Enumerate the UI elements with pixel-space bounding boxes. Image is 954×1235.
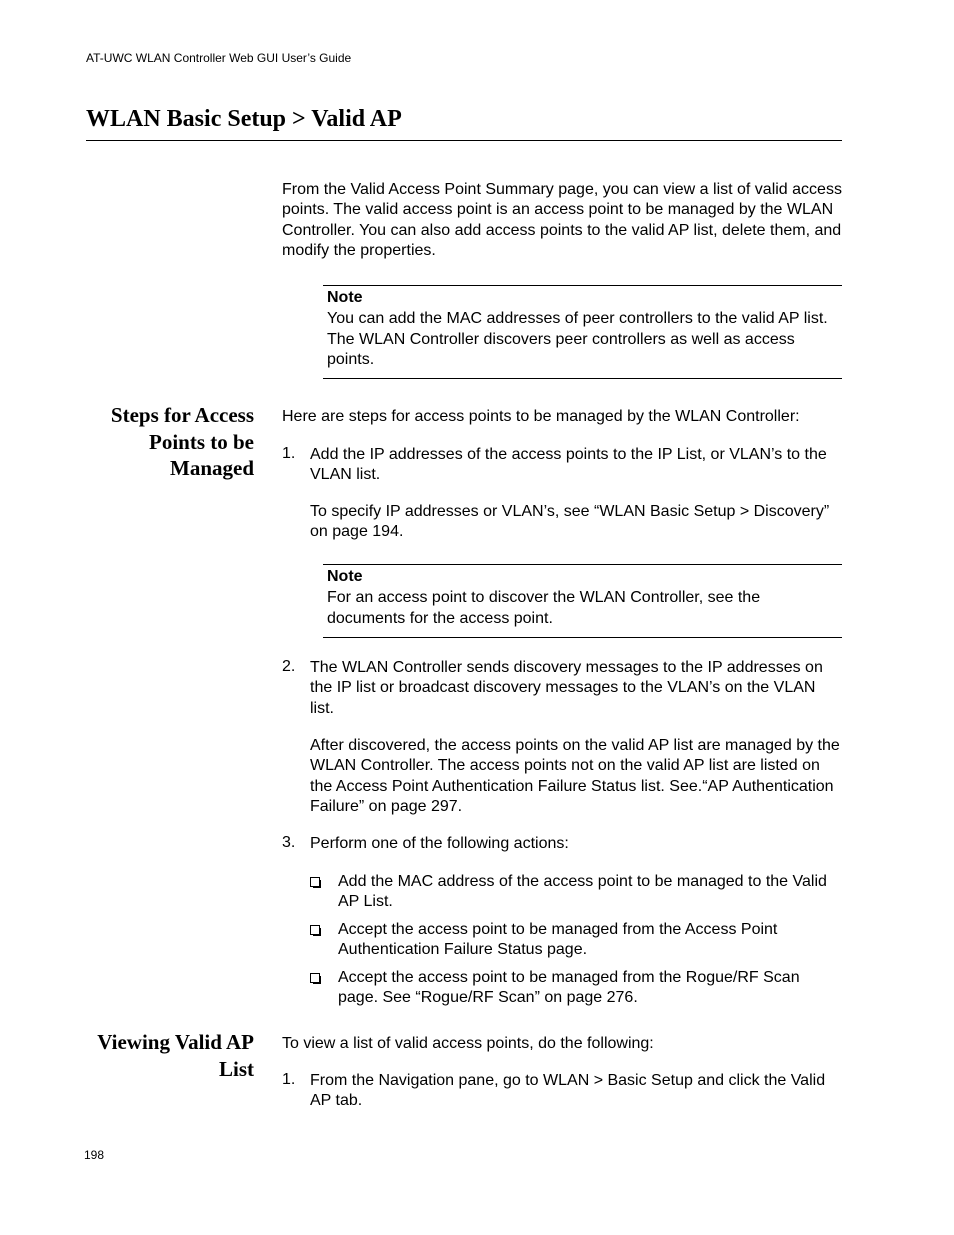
step-detail: To specify IP addresses or VLAN’s, see “WLAN Basic Setup > Discovery” on page 194. (310, 503, 830, 541)
step-number: 1. (282, 445, 296, 462)
running-header: AT-UWC WLAN Controller Web GUI User’s Guide (86, 51, 352, 65)
step-number: 3. (282, 834, 296, 851)
note-title: Note (327, 289, 363, 306)
note-title: Note (327, 568, 363, 585)
section-heading-steps: Steps for Access Points to be Managed (110, 403, 254, 480)
checkbox-bullet-icon (310, 877, 320, 887)
page-title: WLAN Basic Setup > Valid AP (86, 106, 402, 132)
page-number: 198 (84, 1148, 105, 1162)
bullet-item: Add the MAC address of the access point to be managed to the Valid AP List. (338, 873, 827, 911)
step-text: From the Navigation pane, go to WLAN > Basic Setup and click the Valid AP tab. (310, 1072, 826, 1110)
bullet-item: Accept the access point to be managed from the Rogue/RF Scan page. See “Rogue/RF Scan” on page 276. (338, 969, 800, 1007)
note-box (323, 564, 842, 638)
step-text: The WLAN Controller sends discovery messages to the IP addresses on the IP list or broadcast discovery messages to the VLAN’s on the VLAN list. (310, 659, 823, 717)
section-heading-viewing: Viewing Valid AP List (97, 1030, 254, 1081)
step-number: 1. (282, 1071, 296, 1088)
title-rule (86, 140, 842, 141)
step-text: Add the IP addresses of the access points to the IP List, or VLAN’s to the VLAN list. (310, 446, 827, 484)
viewing-intro: To view a list of valid access points, do the following: (282, 1035, 654, 1052)
note-text: You can add the MAC addresses of peer controllers to the valid AP list. The WLAN Controller discovers peer controllers as well as access points. (327, 310, 828, 368)
step-text: Perform one of the following actions: (310, 835, 569, 852)
checkbox-bullet-icon (310, 925, 320, 935)
note-text: For an access point to discover the WLAN Controller, see the documents for the access point. (327, 589, 761, 627)
step-number: 2. (282, 658, 296, 675)
checkbox-bullet-icon (310, 973, 320, 983)
step-detail: After discovered, the access points on the valid AP list are managed by the WLAN Controller. The access points not on the valid AP list are listed on the Access Point Authentication Failure Status list. See.“AP Authentication Failure” on page 297. (310, 737, 840, 815)
steps-intro: Here are steps for access points to be managed by the WLAN Controller: (282, 408, 800, 425)
bullet-item: Accept the access point to be managed from the Access Point Authentication Failure Status page. (338, 921, 778, 959)
note-box (323, 285, 842, 379)
intro-paragraph: From the Valid Access Point Summary page, you can view a list of valid access points. The valid access point is an access point to be managed by the WLAN Controller. You can also add access points to the valid AP list, delete them, and modify the properties. (282, 181, 842, 259)
